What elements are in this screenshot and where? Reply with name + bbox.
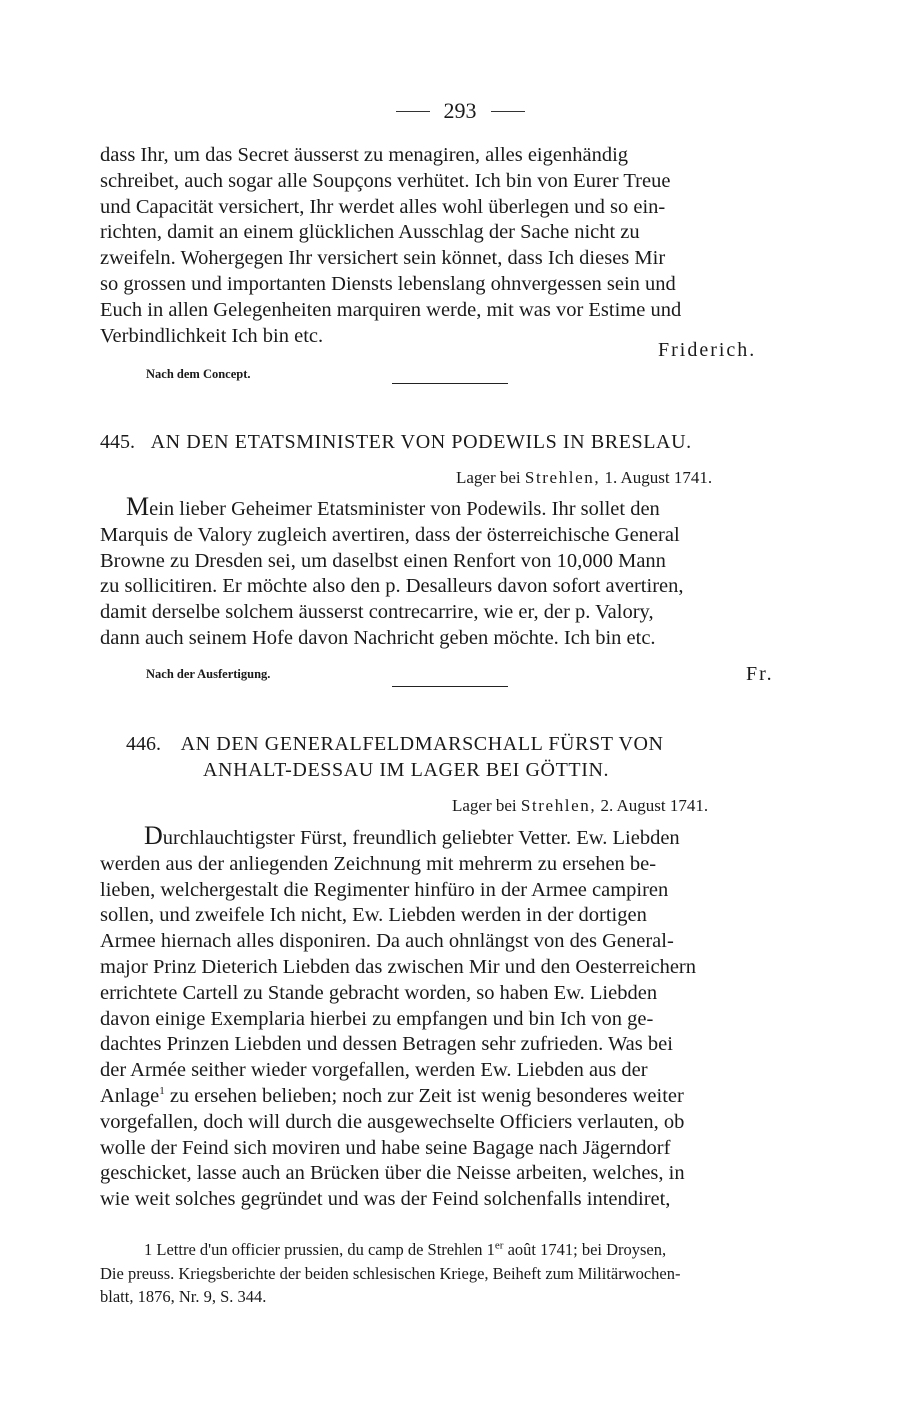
text-line: so grossen und importanten Diensts lebenslang ohnvergessen sein und xyxy=(100,272,676,295)
text-line: Browne zu Dresden sei, um daselbst einen Renfort von 10,000 Mann xyxy=(100,549,666,572)
letter-title-line: AN DEN GENERALFELDMARSCHALL FÜRST VON xyxy=(180,733,664,755)
text-line: lieben, welchergestalt die Regimenter hinfüro in der Armee campiren xyxy=(100,878,669,901)
text-line: damit derselbe solchem äusserst contrecarrire, wie er, der p. Valory, xyxy=(100,601,654,624)
text-line: werden aus der anliegenden Zeichnung mit mehrerm zu ersehen be- xyxy=(100,852,657,875)
text-line: vorgefallen, doch will durch die ausgewechselte Officiers verlauten, ob xyxy=(100,1110,685,1133)
letter-title-line: ANHALT-DESSAU IM LAGER BEI GÖTTIN. xyxy=(203,759,610,781)
header-rule-left xyxy=(396,111,430,112)
text-line: schreibet, auch sogar alle Soupçons verhütet. Ich bin von Eurer Treue xyxy=(100,169,671,192)
place-town: Lager bei xyxy=(456,468,521,487)
footnote-line: Die preuss. Kriegsberichte der beiden schlesischen Kriege, Beiheft zum Militärwochen- xyxy=(100,1263,681,1283)
text-line: zu sollicitiren. Er möchte also den p. Desalleurs davon sofort avertiren, xyxy=(100,575,684,598)
letter-number: 445. xyxy=(100,431,135,453)
initial-letter: D xyxy=(144,821,163,850)
text-line: sollen, und zweifele Ich nicht, Ew. Liebden werden in der dortigen xyxy=(100,904,647,927)
footnote-marker: 1 xyxy=(159,1085,165,1098)
text-line: Durchlauchtigster Fürst, freundlich geliebter Vetter. Ew. Liebden xyxy=(144,821,680,850)
letter-number: 446. xyxy=(126,733,161,755)
section-separator xyxy=(392,383,508,384)
text-line: errichtete Cartell zu Stande gebracht worden, so haben Ew. Liebden xyxy=(100,981,658,1004)
text-line: Armee hiernach alles disponiren. Da auch ohnlängst von des General- xyxy=(100,930,674,953)
source-note: Nach dem Concept. xyxy=(146,367,251,381)
source-note: Nach der Ausfertigung. xyxy=(146,667,271,681)
date: 1. August 1741. xyxy=(604,468,713,487)
place-town: Lager bei xyxy=(452,796,517,815)
letter-title: AN DEN ETATSMINISTER VON PODEWILS IN BRESLAU. xyxy=(150,431,692,453)
anlage-word: Anlage xyxy=(100,1084,160,1107)
text-line: Euch in allen Gelegenheiten marquiren werde, mit was vor Estime und xyxy=(100,298,682,321)
footnote-number: 1 xyxy=(144,1240,153,1259)
letter-heading xyxy=(100,431,692,454)
page-header xyxy=(380,98,540,124)
text-line: davon einige Exemplaria hierbei zu empfangen und bin Ich von ge- xyxy=(100,1007,654,1030)
date: 2. August 1741. xyxy=(600,796,709,815)
header-rule-right xyxy=(491,111,525,112)
text-line: Anlage$^1$ zu ersehen belieben; noch zur Zeit ist wenig besonderes weiter xyxy=(100,1084,684,1107)
text-line: major Prinz Dieterich Liebden das zwischen Mir und den Oesterreichern xyxy=(100,955,696,978)
text-line: Mein lieber Geheimer Etatsminister von Podewils. Ihr sollet den xyxy=(126,492,660,521)
footnote xyxy=(100,1238,806,1309)
text-line: wolle der Feind sich moviren und habe seine Bagage nach Jägerndorf xyxy=(100,1136,671,1159)
text-line: dass Ihr, um das Secret äusserst zu menagiren, alles eigenhändig xyxy=(100,144,629,166)
text-line: und Capacität versichert, Ihr werdet alles wohl überlegen und so ein- xyxy=(100,195,666,218)
text-line: zweifeln. Wohergegen Ihr versichert sein könnet, dass Ich dieses Mir xyxy=(100,247,666,270)
text-line: Marquis de Valory zugleich avertiren, dass der österreichische General xyxy=(100,523,680,546)
place-name: Strehlen, xyxy=(520,796,597,815)
text-line: der Armée seither wieder vorgefallen, werden Ew. Liebden aus der xyxy=(100,1059,648,1082)
text-line: dachtes Prinzen Liebden und dessen Betragen sehr zufrieden. Was bei xyxy=(100,1033,673,1056)
text-line: richten, damit an einem glücklichen Ausschlag der Sache nicht zu xyxy=(100,221,640,244)
previous-letter-body xyxy=(100,143,803,349)
footnote-line: 1 Lettre d'un officier prussien, du camp de Strehlen 1er août 1741; bei Droysen, xyxy=(144,1239,667,1259)
place-date xyxy=(456,468,712,488)
initial-letter: M xyxy=(126,492,150,521)
text-line: dann auch seinem Hofe davon Nachricht geben möchte. Ich bin etc. xyxy=(100,626,656,649)
page-number: 293 xyxy=(443,98,477,123)
signature: Friderich. xyxy=(658,339,757,361)
text-line: wie weit solches gegründet und was der Feind solchenfalls intendiret, xyxy=(100,1188,671,1211)
signature: Fr. xyxy=(746,663,774,685)
footnote-line: blatt, 1876, Nr. 9, S. 344. xyxy=(100,1287,267,1306)
letter-body xyxy=(100,823,803,1213)
letter-heading xyxy=(126,733,664,756)
section-separator xyxy=(392,686,508,687)
text-line: Verbindlichkeit Ich bin etc. xyxy=(100,324,324,347)
place-date xyxy=(452,796,708,816)
place-name: Strehlen, xyxy=(524,468,601,487)
text-line: geschicket, lasse auch an Brücken über die Neisse arbeiten, welches, in xyxy=(100,1162,685,1185)
letter-body xyxy=(100,494,803,652)
